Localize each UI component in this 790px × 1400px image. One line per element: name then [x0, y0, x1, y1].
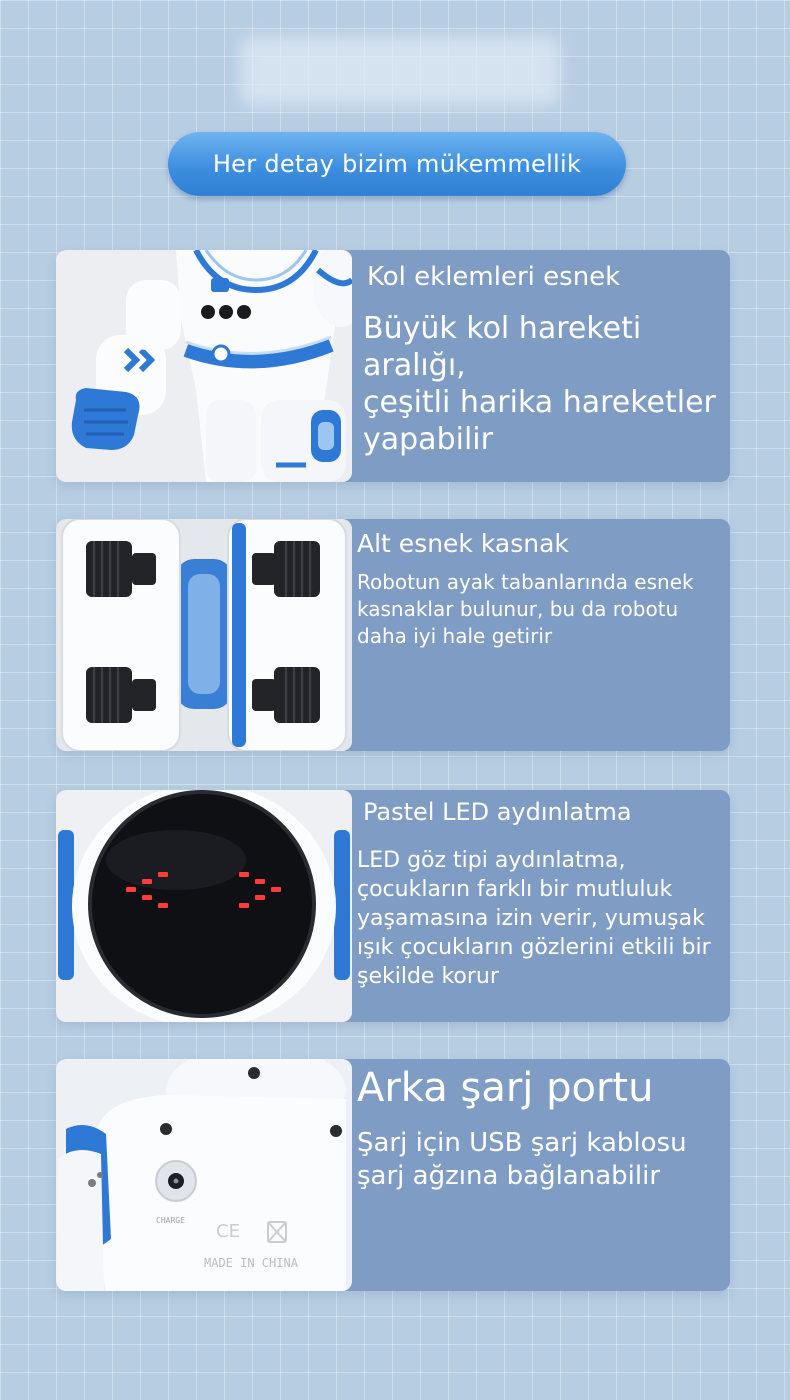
feature-description: Şarj için USB şarj kablosu şarj ağzına bağlanabilir [357, 1128, 687, 1191]
feature-title: Kol eklemleri esnek [367, 262, 621, 292]
feature-card-charging [56, 1059, 730, 1291]
made-in-label: MADE IN CHINA [204, 1256, 298, 1270]
feature-title: Pastel LED aydınlatma [363, 798, 632, 826]
feature-description: Büyük kol hareketi aralığı, çeşitli harika hareketler yapabilir [363, 311, 716, 457]
ce-mark: CE [216, 1221, 240, 1242]
blurred-banner-title [240, 36, 560, 106]
charge-label: CHARGE [156, 1216, 185, 1225]
feature-title: Alt esnek kasnak [357, 529, 569, 558]
feature-description: Robotun ayak tabanlarında esnek kasnaklar bulunur, bu da robotu daha iyi hale getirir [357, 570, 694, 648]
robot-arm-image [56, 250, 352, 482]
robot-led-eyes-image [56, 790, 352, 1022]
feature-card-arm-joints [56, 250, 730, 482]
feature-description: LED göz tipi aydınlatma, çocukların farklı bir mutluluk yaşamasına izin verir, yumuşak ışık çocukların gözlerini etkili bir şekilde korur [357, 848, 711, 989]
feature-title: Arka şarj portu [357, 1065, 654, 1111]
section-title-pill: Her detay bizim mükemmellik [168, 132, 626, 196]
feature-card-pulley [56, 519, 730, 751]
robot-charging-port-image [56, 1059, 352, 1291]
robot-feet-pulley-image [56, 519, 352, 751]
feature-card-led [56, 790, 730, 1022]
